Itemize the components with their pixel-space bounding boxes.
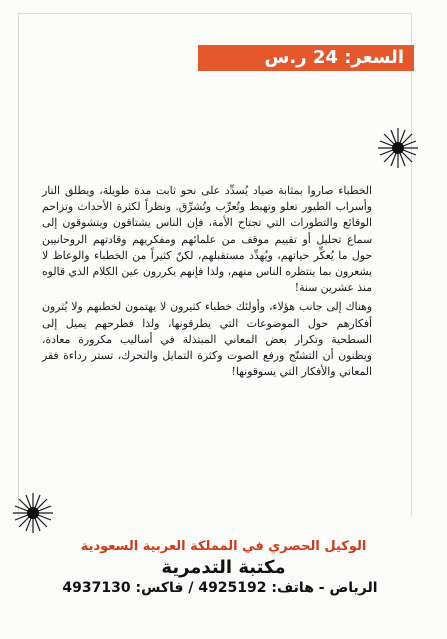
sparkle-star-icon <box>11 491 55 535</box>
publisher-name: مكتبة التدمرية <box>161 557 286 578</box>
blurb-paragraph: وهناك إلى جانب هؤلاء، وأولئك خطباء كثيرون لا يهتمون لخطبهم ولا يُثرون أفكارهم حول الموضوعات التي يطرقونها، ولذا فطرحهم يميل إلى السطحية وتكرار بعض المعاني المبتذلة في أساليب مكرورة معادة، ويظنون أن التشنّج ورفع الصوت وكثرة التمايل والتحرك، تستر رداءة فقر المعاني والأفكار التي يسوقونها! <box>42 300 372 379</box>
sparkle-star-icon <box>376 126 420 170</box>
blurb-paragraph: الخطباء صاروا بمثابة صياد يُسدِّد على نحو ثابت مدة طويلة، ويطلق النار وأسراب الطيور تعلو وتهبط وتُعرِّب وتُشرِّق. ونظراً لكثرة الأحداث وتزاحم الوقائع والتطورات التي تجتاح الأمة، فإن الناس يشتاقون ويتشوقون إلى سماع تحليل أو تقييم موقف من علمائهم ومفكريهم وقادتهم الروحانيين حول ما يُعكِّر حياتهم، ويُهدِّد مستقبلهم، لكنّ كثيراً من الخطباء والوعاظ لا يشعرون بما ينتظره الناس منهم، ولذا فإنهم يكررون عين الكلام الذي قالوه منذ عشرين سنة! <box>42 184 372 295</box>
price-badge: السعر: 24 ر.س <box>198 45 414 71</box>
contact-line: الرياض - هاتف: 4925192 / فاكس: 4937130 <box>62 580 378 596</box>
exclusive-agent-line: الوكيل الحصري في المملكة العربية السعودية <box>80 539 367 554</box>
blurb-text <box>42 183 372 383</box>
